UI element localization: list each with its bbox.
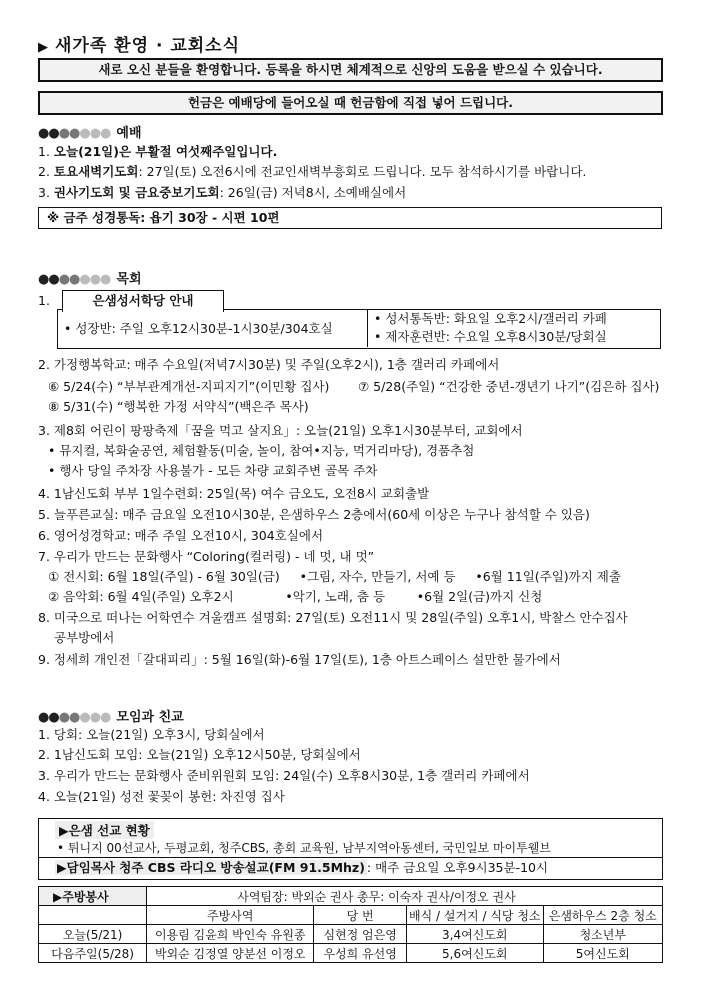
english-school: 6. 영어성경학교: 매주 주일 오전10시, 304호실에서	[38, 528, 324, 543]
radio-text: : 매주 금요일 오후9시35분-10시	[366, 860, 549, 875]
kitchen-service-table	[38, 886, 663, 963]
dots-icon: ●●●●●●●	[38, 272, 111, 287]
table-cell: 박외순 김정열 양분선 이정오	[147, 944, 314, 963]
academy-title: 은샘성서학당 안내	[62, 290, 224, 312]
table-row	[39, 925, 663, 944]
ministry-item-1-no: 1.	[38, 293, 50, 308]
fellowship-item-3: 3. 우리가 만드는 문화행사 준비위원회 모임: 24일(수) 오후8시30분, 1층 갤러리 카페에서	[38, 768, 530, 783]
table-cell: 이용림 김윤희 박인숙 유원종	[147, 925, 314, 944]
table-cell: 심현정 엄은영	[314, 925, 407, 944]
family-school-a: ⑥ 5/24(수) “부부관계개선-지피지기”(이민황 집사)	[48, 379, 330, 394]
table-row	[39, 906, 663, 925]
col-header: 은샘하우스 2층 청소	[543, 906, 662, 925]
worship-item-3	[38, 184, 406, 202]
festival: 3. 제8회 어린이 팡팡축제「꿈을 먹고 살지요」: 오늘(21일) 오후1시30분부터, 교회에서	[38, 423, 523, 438]
service-title: ▶주방봉사	[39, 887, 147, 906]
table-cell: 다음주일(5/28)	[39, 944, 147, 963]
service-heads: 사역팀장: 박외순 권사 총무: 이숙자 권사/이정오 권사	[147, 887, 663, 906]
camp-info-b: 공부방에서	[54, 630, 115, 645]
item-no: 1.	[38, 144, 50, 159]
table-cell	[39, 906, 147, 925]
academy-right-2: • 제자훈련반: 수요일 오후8시30분/당회실	[374, 329, 607, 344]
table-row	[39, 887, 663, 906]
family-school-c: ⑧ 5/31(수) “행복한 가정 서약식”(백은주 목사)	[48, 399, 309, 414]
item-label: 토요새벽기도회	[53, 164, 139, 179]
table-cell: 청소년부	[543, 925, 662, 944]
coloring-b: ② 음악회: 6월 4일(주일) 오후2시 •악기, 노래, 춤 등 •6월 2일(금)까지 신청	[48, 589, 543, 604]
coloring-event: 7. 우리가 만드는 문화행사 “Coloring(컬러링) - 네 멋, 내 멋”	[38, 549, 375, 564]
col-header: 주방사역	[147, 906, 314, 925]
radio-box	[38, 858, 663, 880]
table-cell: 5,6여신도회	[407, 944, 544, 963]
item-text: : 27일(토) 오전6시에 전교인새벽부흥회로 드립니다. 모두 참석하시기를 바랍니다.	[138, 164, 587, 179]
ministry-title: 목회	[116, 272, 142, 287]
festival-b: • 행사 당일 주차장 사용불가 - 모든 차량 교회주변 골목 주차	[48, 463, 378, 478]
welcome-banner: 새로 오신 분들을 환영합니다. 등록을 하시면 체계적으로 신앙의 도움을 받으실 수 있습니다.	[38, 58, 663, 82]
item-text: : 26일(금) 저녁8시, 소예배실에서	[219, 185, 407, 200]
academy-box	[57, 309, 661, 349]
page-title	[38, 31, 240, 56]
family-school: 2. 가정행복학교: 매주 수요일(저녁7시30분) 및 주일(오후2시), 1층 갤러리 카페에서	[38, 357, 500, 372]
bible-reading-box: ※ 금주 성경통독: 욥기 30장 - 시편 10편	[38, 207, 662, 229]
page-title-text: 새가족 환영 · 교회소식	[55, 36, 241, 56]
worship-item-1	[38, 143, 277, 161]
festival-a: • 뮤지컬, 복화술공연, 체험활동(미술, 놀이, 참여•지능, 먹거리마당), 경품추첨	[48, 443, 475, 458]
mission-box	[38, 818, 663, 858]
dots-icon: ●●●●●●●	[38, 126, 111, 141]
item-no: 2.	[38, 164, 50, 179]
academy-right	[370, 310, 607, 346]
fellowship-item-2: 2. 1남신도회 모임: 오늘(21일) 오후12시50분, 당회실에서	[38, 747, 361, 762]
ministry-section-title	[38, 268, 142, 287]
coloring-a: ① 전시회: 6월 18일(주일) - 6월 30일(금) •그림, 자수, 만들기, 서예 등 •6월 11일(주일)까지 제출	[48, 569, 621, 584]
worship-title: 예배	[116, 126, 142, 141]
item-label: 권사기도회 및 금요중보기도회	[53, 185, 220, 200]
camp-info: 8. 미국으로 떠나는 어학연수 겨울캠프 설명회: 27일(토) 오전11시 및 28일(주일) 오후1시, 박찰스 안수집사	[38, 610, 628, 625]
men-retreat: 4. 1남신도회 부부 1일수련회: 25일(목) 여수 금오도, 오전8시 교회출발	[38, 486, 430, 501]
table-cell: 5여신도회	[543, 944, 662, 963]
radio-title: ▶담임목사 청주 CBS 라디오 방송설교(FM 91.5Mhz)	[57, 860, 365, 875]
table-cell: 우성희 유선영	[314, 944, 407, 963]
table-cell: 3,4여신도회	[407, 925, 544, 944]
family-school-b: ⑦ 5/28(주일) “건강한 중년-갱년기 나기”(김은하 집사)	[358, 379, 660, 394]
senior-class: 5. 늘푸른교실: 매주 금요일 오전10시30분, 은샘하우스 2층에서(60세 이상은 누구나 참석할 수 있음)	[38, 507, 590, 522]
col-header: 당 번	[314, 906, 407, 925]
exhibition: 9. 정세희 개인전「갈대피리」: 5월 16일(화)-6월 17일(토), 1층 아트스페이스 설만한 물가에서	[38, 652, 561, 667]
col-header: 배식 / 설거지 / 식당 청소	[407, 906, 544, 925]
offering-banner: 헌금은 예배당에 들어오실 때 헌금함에 직접 넣어 드립니다.	[38, 91, 663, 115]
academy-right-1: • 성서통독반: 화요일 오후2시/갤러리 카페	[374, 311, 607, 326]
fellowship-item-4: 4. 오늘(21일) 성전 꽃꽂이 봉헌: 차진영 집사	[38, 789, 285, 804]
fellowship-item-1: 1. 당회: 오늘(21일) 오후3시, 당회실에서	[38, 727, 265, 742]
mission-title: ▶은샘 선교 현황	[55, 821, 154, 839]
fellowship-section-title	[38, 706, 184, 725]
fellowship-title: 모임과 친교	[116, 710, 184, 725]
triangle-icon: ▶	[38, 40, 49, 55]
item-label: 오늘(21일)은 부활절 여섯째주일입니다.	[53, 144, 278, 159]
table-cell: 오늘(5/21)	[39, 925, 147, 944]
mission-text: • 튀니지 00선교사, 두평교회, 청주CBS, 총회 교육원, 남부지역아동센터, 국민일보 마이투웰브	[57, 841, 551, 855]
item-no: 3.	[38, 185, 50, 200]
table-row	[39, 944, 663, 963]
academy-left: • 성장반: 주일 오후12시30분-1시30분/304호실	[58, 310, 368, 347]
worship-section-title	[38, 122, 142, 141]
worship-item-2	[38, 163, 586, 181]
dots-icon: ●●●●●●●	[38, 710, 111, 725]
